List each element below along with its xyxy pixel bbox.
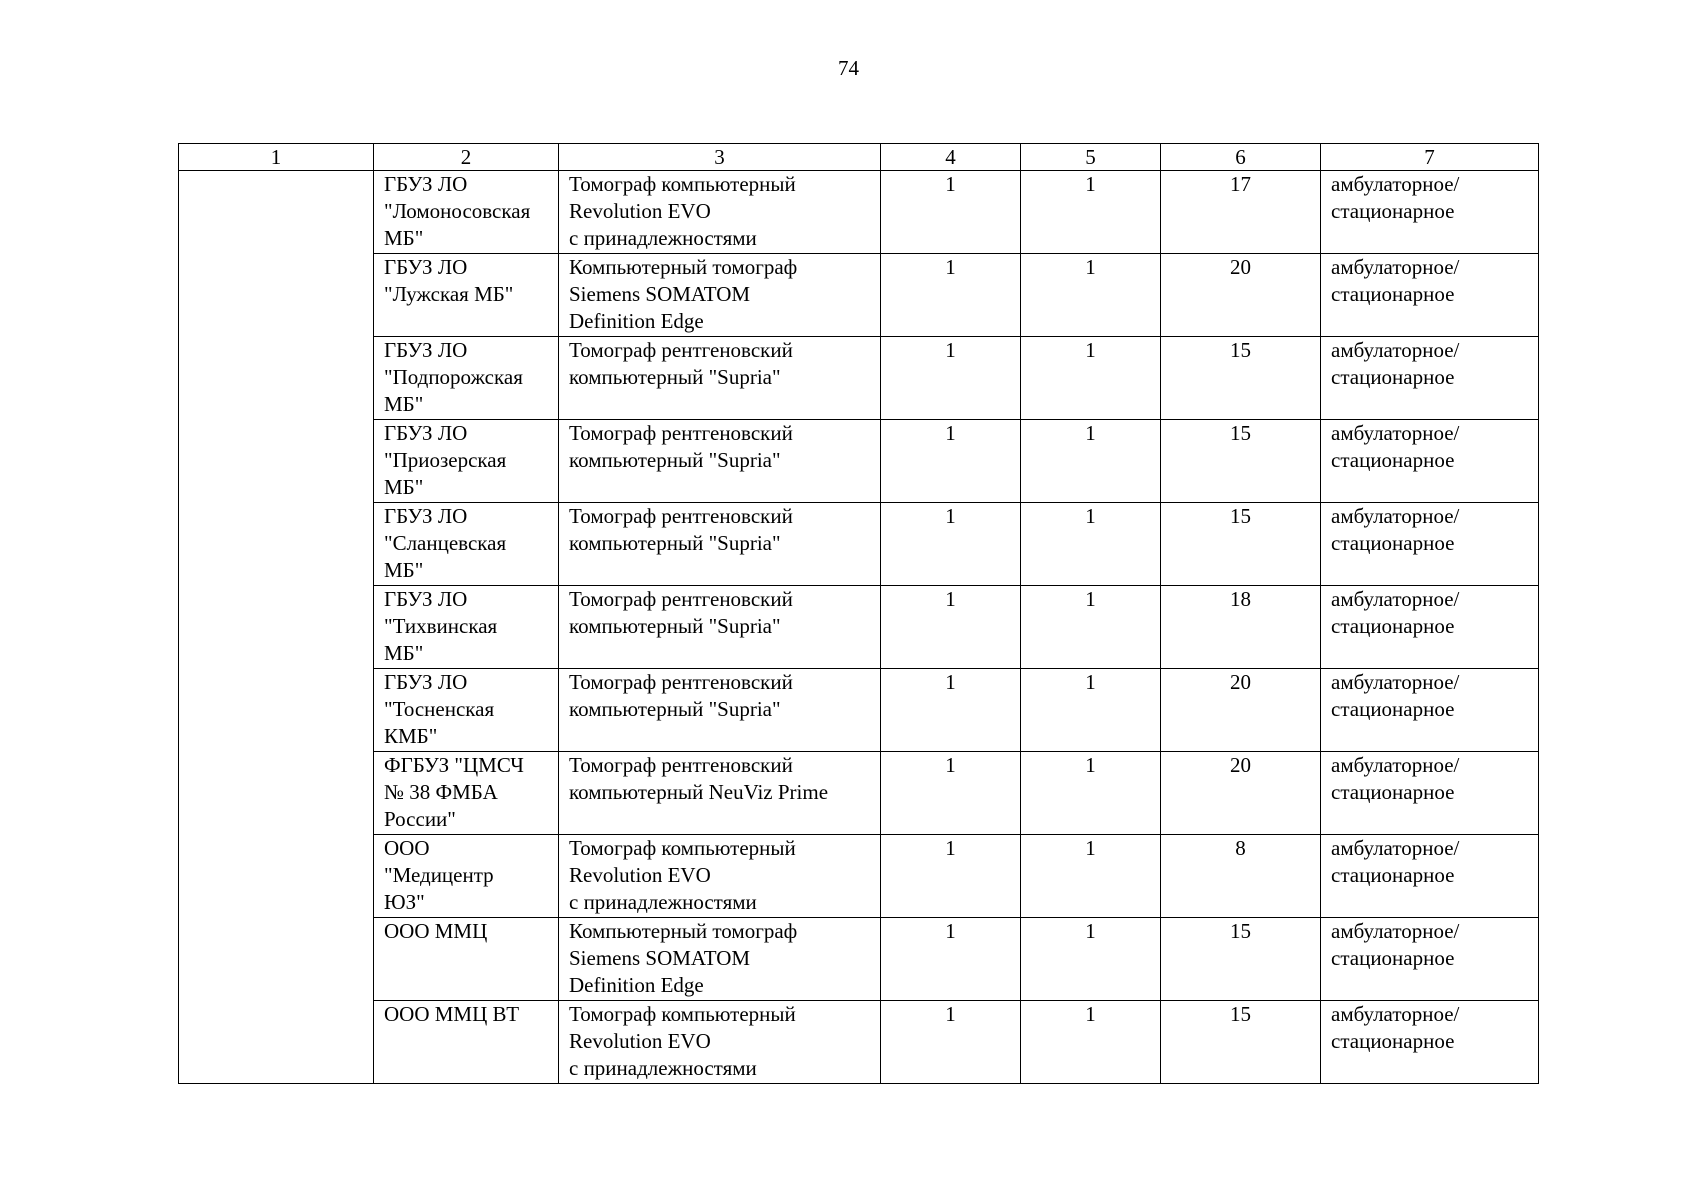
cell-care-mode (1321, 669, 1539, 752)
cell-care-mode (1321, 503, 1539, 586)
cell-device-text: Компьютерный томограф Siemens SOMATOM Definition Edge (569, 919, 798, 997)
cell-col5 (1021, 171, 1161, 254)
cell-col6 (1161, 420, 1321, 503)
cell-organization (374, 1001, 559, 1084)
table-row (179, 669, 1539, 752)
cell-care-mode (1321, 835, 1539, 918)
cell-organization-text: ООО ММЦ (384, 919, 488, 943)
cell-care-mode (1321, 1001, 1539, 1084)
cell-col6 (1161, 669, 1321, 752)
cell-col6-text: 20 (1230, 255, 1251, 279)
cell-organization (374, 586, 559, 669)
cell-col1 (179, 752, 374, 835)
cell-care-mode-text: амбулаторное/ стационарное (1331, 504, 1460, 555)
cell-col6 (1161, 586, 1321, 669)
cell-device (559, 669, 881, 752)
table-row (179, 254, 1539, 337)
column-header: 5 (1021, 144, 1161, 171)
cell-col1 (179, 586, 374, 669)
table-row (179, 1001, 1539, 1084)
cell-device-text: Томограф компьютерный Revolution EVO с принадлежностями (569, 172, 796, 250)
cell-col4-text: 1 (945, 1002, 956, 1026)
cell-col4 (881, 420, 1021, 503)
cell-col4-text: 1 (945, 421, 956, 445)
cell-col5-text: 1 (1085, 255, 1096, 279)
cell-device-text: Томограф компьютерный Revolution EVO с принадлежностями (569, 1002, 796, 1080)
cell-device-text: Томограф рентгеновский компьютерный "Supria" (569, 670, 793, 721)
cell-organization-text: ООО "Медицентр ЮЗ" (384, 836, 494, 914)
cell-col1 (179, 171, 374, 254)
cell-col5-text: 1 (1085, 1002, 1096, 1026)
cell-care-mode-text: амбулаторное/ стационарное (1331, 670, 1460, 721)
cell-col6-text: 15 (1230, 919, 1251, 943)
cell-col1 (179, 420, 374, 503)
cell-device (559, 337, 881, 420)
cell-care-mode (1321, 752, 1539, 835)
cell-col4-text: 1 (945, 836, 956, 860)
cell-col6 (1161, 171, 1321, 254)
cell-col6-text: 17 (1230, 172, 1251, 196)
cell-col1 (179, 918, 374, 1001)
cell-col4-text: 1 (945, 587, 956, 611)
cell-col4-text: 1 (945, 753, 956, 777)
column-header: 1 (179, 144, 374, 171)
cell-col1 (179, 669, 374, 752)
cell-col5 (1021, 586, 1161, 669)
cell-device-text: Томограф рентгеновский компьютерный "Supria" (569, 587, 793, 638)
table-header-row (179, 144, 1539, 171)
cell-care-mode (1321, 918, 1539, 1001)
cell-device-text: Компьютерный томограф Siemens SOMATOM Definition Edge (569, 255, 798, 333)
cell-care-mode-text: амбулаторное/ стационарное (1331, 338, 1460, 389)
cell-col5 (1021, 254, 1161, 337)
cell-organization (374, 420, 559, 503)
cell-col4 (881, 752, 1021, 835)
cell-col6-text: 20 (1230, 753, 1251, 777)
cell-organization-text: ГБУЗ ЛО "Подпорожская МБ" (384, 338, 523, 416)
cell-col5-text: 1 (1085, 919, 1096, 943)
cell-device (559, 835, 881, 918)
cell-col6-text: 8 (1235, 836, 1246, 860)
cell-organization-text: ГБУЗ ЛО "Лужская МБ" (384, 255, 514, 306)
cell-col6-text: 15 (1230, 504, 1251, 528)
cell-organization-text: ООО ММЦ ВТ (384, 1002, 520, 1026)
table-row (179, 503, 1539, 586)
cell-col5-text: 1 (1085, 670, 1096, 694)
cell-col4-text: 1 (945, 338, 956, 362)
cell-col5-text: 1 (1085, 836, 1096, 860)
cell-col4-text: 1 (945, 255, 956, 279)
cell-col4-text: 1 (945, 504, 956, 528)
cell-organization-text: ГБУЗ ЛО "Сланцевская МБ" (384, 504, 507, 582)
column-header: 6 (1161, 144, 1321, 171)
table-row (179, 752, 1539, 835)
cell-col6-text: 15 (1230, 421, 1251, 445)
cell-organization (374, 254, 559, 337)
cell-col4 (881, 669, 1021, 752)
cell-organization-text: ГБУЗ ЛО "Тосненская КМБ" (384, 670, 495, 748)
cell-col5 (1021, 420, 1161, 503)
cell-col5 (1021, 1001, 1161, 1084)
cell-care-mode-text: амбулаторное/ стационарное (1331, 1002, 1460, 1053)
cell-col4 (881, 835, 1021, 918)
column-header: 3 (559, 144, 881, 171)
cell-care-mode (1321, 337, 1539, 420)
cell-care-mode-text: амбулаторное/ стационарное (1331, 919, 1460, 970)
cell-device-text: Томограф компьютерный Revolution EVO с принадлежностями (569, 836, 796, 914)
cell-device-text: Томограф рентгеновский компьютерный "Supria" (569, 338, 793, 389)
cell-care-mode-text: амбулаторное/ стационарное (1331, 753, 1460, 804)
cell-organization (374, 503, 559, 586)
column-header: 4 (881, 144, 1021, 171)
cell-col5-text: 1 (1085, 753, 1096, 777)
cell-col1 (179, 1001, 374, 1084)
column-header: 7 (1321, 144, 1539, 171)
cell-col5-text: 1 (1085, 338, 1096, 362)
cell-organization (374, 752, 559, 835)
cell-col6-text: 20 (1230, 670, 1251, 694)
cell-device (559, 586, 881, 669)
cell-care-mode (1321, 254, 1539, 337)
table-body (179, 171, 1539, 1084)
cell-care-mode (1321, 586, 1539, 669)
cell-care-mode-text: амбулаторное/ стационарное (1331, 587, 1460, 638)
cell-col4 (881, 337, 1021, 420)
cell-col1 (179, 254, 374, 337)
cell-care-mode-text: амбулаторное/ стационарное (1331, 255, 1460, 306)
cell-col5 (1021, 918, 1161, 1001)
cell-col4 (881, 918, 1021, 1001)
equipment-table (178, 143, 1539, 1084)
cell-device-text: Томограф рентгеновский компьютерный NeuViz Prime (569, 753, 829, 804)
cell-col5 (1021, 337, 1161, 420)
cell-col5 (1021, 752, 1161, 835)
table-row (179, 586, 1539, 669)
cell-care-mode-text: амбулаторное/ стационарное (1331, 421, 1460, 472)
cell-col5-text: 1 (1085, 587, 1096, 611)
table-row (179, 171, 1539, 254)
cell-device (559, 171, 881, 254)
cell-organization-text: ГБУЗ ЛО "Ломоносовская МБ" (384, 172, 531, 250)
cell-organization (374, 918, 559, 1001)
cell-col6 (1161, 1001, 1321, 1084)
table-row (179, 918, 1539, 1001)
cell-care-mode-text: амбулаторное/ стационарное (1331, 172, 1460, 223)
cell-device (559, 1001, 881, 1084)
cell-col4 (881, 586, 1021, 669)
cell-device (559, 503, 881, 586)
cell-col1 (179, 503, 374, 586)
cell-col5-text: 1 (1085, 172, 1096, 196)
cell-col5-text: 1 (1085, 421, 1096, 445)
cell-col4-text: 1 (945, 172, 956, 196)
cell-col4 (881, 1001, 1021, 1084)
cell-col4-text: 1 (945, 919, 956, 943)
cell-col5-text: 1 (1085, 504, 1096, 528)
cell-organization (374, 337, 559, 420)
cell-col6 (1161, 918, 1321, 1001)
cell-care-mode (1321, 171, 1539, 254)
cell-col6-text: 15 (1230, 1002, 1251, 1026)
cell-organization-text: ГБУЗ ЛО "Приозерская МБ" (384, 421, 507, 499)
cell-organization-text: ГБУЗ ЛО "Тихвинская МБ" (384, 587, 498, 665)
cell-col1 (179, 835, 374, 918)
cell-care-mode-text: амбулаторное/ стационарное (1331, 836, 1460, 887)
column-header: 2 (374, 144, 559, 171)
page-number: 74 (838, 56, 859, 80)
cell-col5 (1021, 669, 1161, 752)
cell-device (559, 752, 881, 835)
cell-col6-text: 18 (1230, 587, 1251, 611)
cell-device (559, 918, 881, 1001)
table-row (179, 337, 1539, 420)
cell-device-text: Томограф рентгеновский компьютерный "Supria" (569, 504, 793, 555)
cell-col4 (881, 171, 1021, 254)
cell-organization (374, 835, 559, 918)
cell-col4-text: 1 (945, 670, 956, 694)
cell-organization-text: ФГБУЗ "ЦМСЧ № 38 ФМБА России" (384, 753, 524, 831)
table-row (179, 420, 1539, 503)
cell-care-mode (1321, 420, 1539, 503)
cell-col6-text: 15 (1230, 338, 1251, 362)
cell-col6 (1161, 337, 1321, 420)
cell-col1 (179, 337, 374, 420)
cell-col4 (881, 254, 1021, 337)
cell-col6 (1161, 503, 1321, 586)
cell-col5 (1021, 503, 1161, 586)
cell-col6 (1161, 835, 1321, 918)
cell-col6 (1161, 752, 1321, 835)
cell-device (559, 420, 881, 503)
table-row (179, 835, 1539, 918)
cell-organization (374, 669, 559, 752)
cell-device-text: Томограф рентгеновский компьютерный "Supria" (569, 421, 793, 472)
cell-col5 (1021, 835, 1161, 918)
cell-col6 (1161, 254, 1321, 337)
cell-device (559, 254, 881, 337)
cell-col4 (881, 503, 1021, 586)
cell-organization (374, 171, 559, 254)
